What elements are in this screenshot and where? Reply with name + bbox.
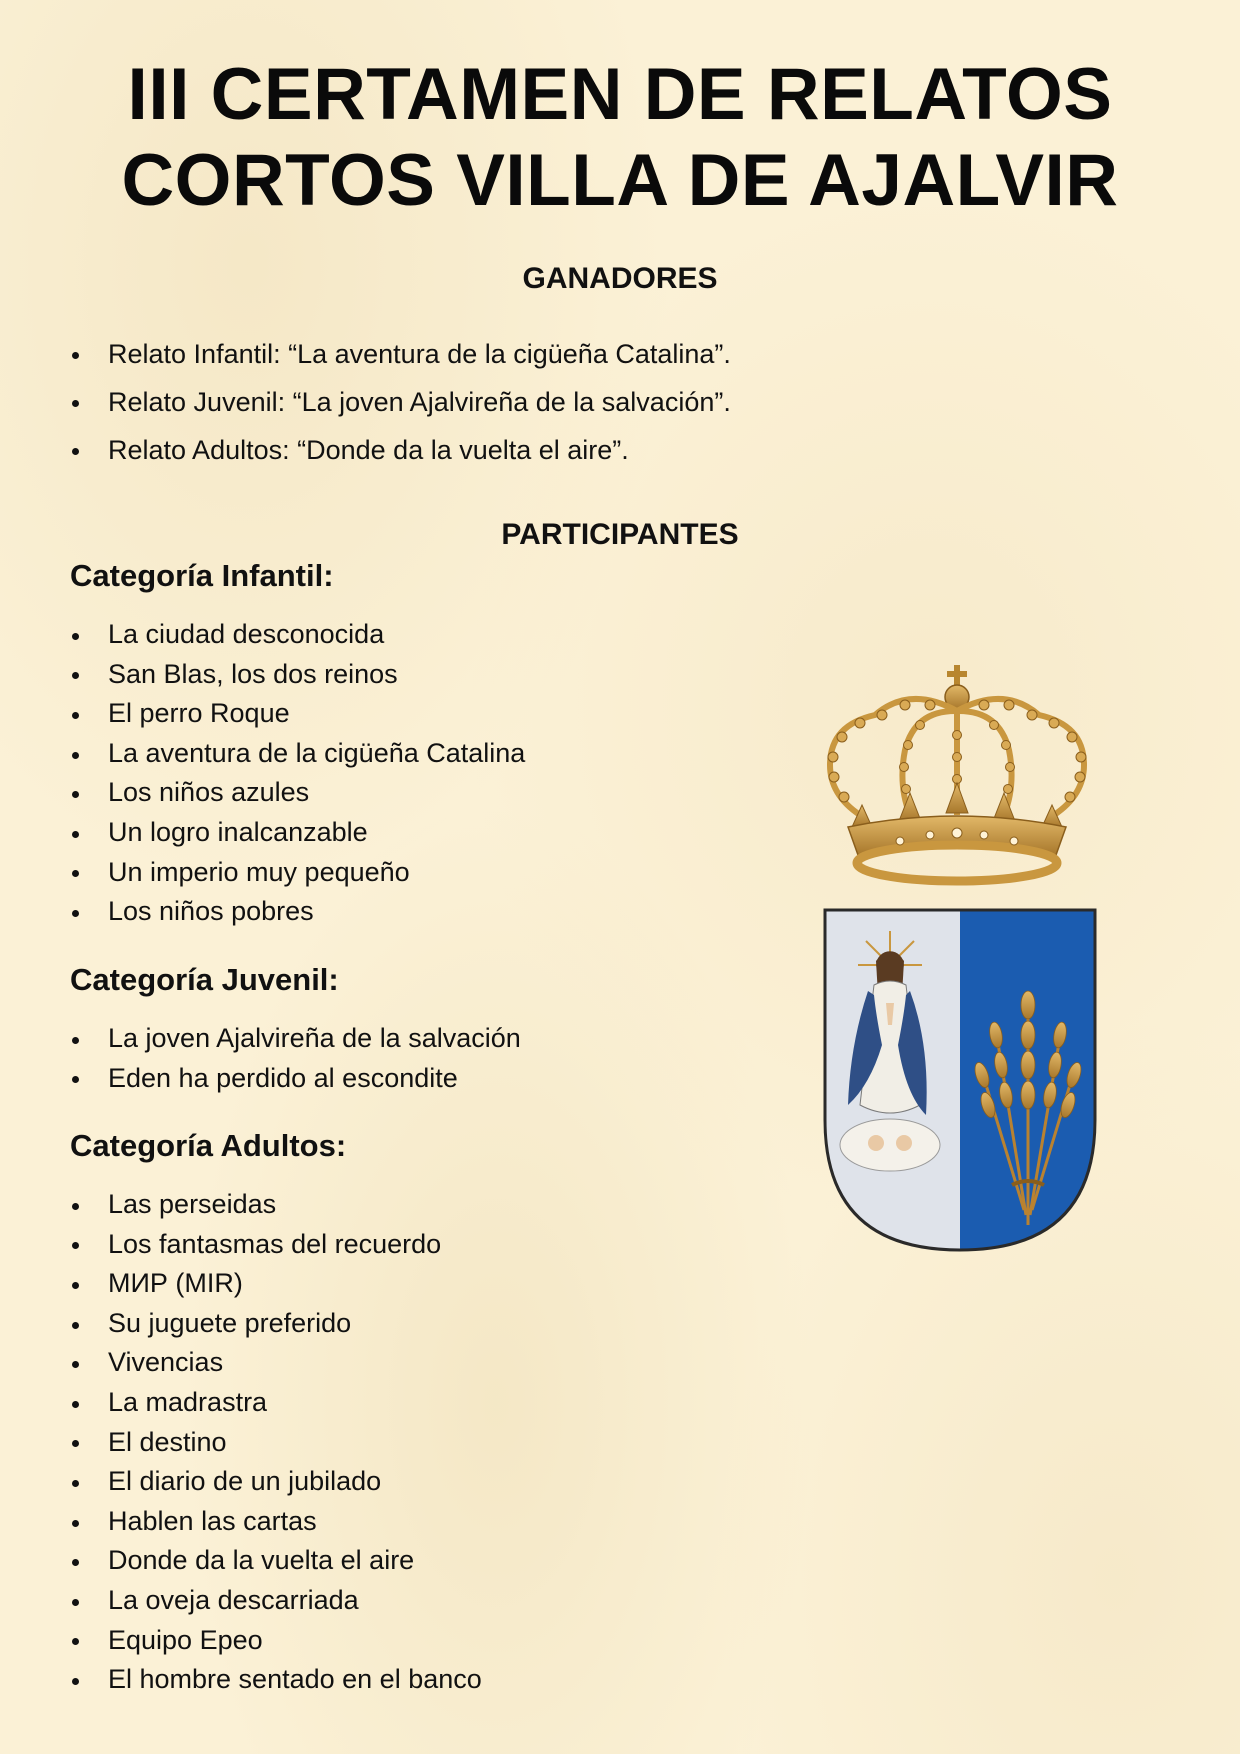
list-item: Un imperio muy pequeño bbox=[70, 853, 525, 893]
participants-heading: PARTICIPANTES bbox=[501, 518, 739, 551]
list-item: Las perseidas bbox=[70, 1185, 482, 1225]
juvenil-list bbox=[70, 1019, 521, 1098]
list-item: МИР (MIR) bbox=[70, 1264, 482, 1304]
list-item: El hombre sentado en el banco bbox=[70, 1660, 482, 1700]
list-item: Relato Infantil: “La aventura de la cigüeña Catalina”. bbox=[70, 330, 731, 378]
title-line-1: III CERTAMEN DE RELATOS bbox=[127, 54, 1113, 135]
list-item: La joven Ajalvireña de la salvación bbox=[70, 1019, 521, 1059]
list-item: El perro Roque bbox=[70, 694, 525, 734]
list-item: La ciudad desconocida bbox=[70, 615, 525, 655]
list-item: El diario de un jubilado bbox=[70, 1462, 482, 1502]
list-item: San Blas, los dos reinos bbox=[70, 655, 525, 695]
list-item: La aventura de la cigüeña Catalina bbox=[70, 734, 525, 774]
shield-icon bbox=[825, 910, 1100, 1255]
list-item: Vivencias bbox=[70, 1343, 482, 1383]
category-adultos-heading: Categoría Adultos: bbox=[70, 1128, 347, 1163]
crown-icon bbox=[828, 665, 1086, 881]
list-item: Relato Juvenil: “La joven Ajalvireña de la salvación”. bbox=[70, 378, 731, 426]
list-item: Los niños azules bbox=[70, 773, 525, 813]
list-item: Eden ha perdido al escondite bbox=[70, 1059, 521, 1099]
list-item: Los niños pobres bbox=[70, 892, 525, 932]
page-title bbox=[0, 52, 1240, 224]
adultos-list bbox=[70, 1185, 482, 1700]
list-item: Un logro inalcanzable bbox=[70, 813, 525, 853]
title-line-2: CORTOS VILLA DE AJALVIR bbox=[121, 140, 1119, 221]
winners-heading: GANADORES bbox=[522, 262, 718, 295]
list-item: Relato Adultos: “Donde da la vuelta el aire”. bbox=[70, 426, 731, 474]
list-item: Equipo Epeo bbox=[70, 1621, 482, 1661]
infantil-list bbox=[70, 615, 525, 932]
list-item: Los fantasmas del recuerdo bbox=[70, 1225, 482, 1265]
list-item: Su juguete preferido bbox=[70, 1304, 482, 1344]
list-item: La madrastra bbox=[70, 1383, 482, 1423]
category-infantil-heading: Categoría Infantil: bbox=[70, 558, 334, 593]
list-item: El destino bbox=[70, 1423, 482, 1463]
winners-list bbox=[70, 330, 731, 474]
list-item: La oveja descarriada bbox=[70, 1581, 482, 1621]
list-item: Hablen las cartas bbox=[70, 1502, 482, 1542]
coat-of-arms-icon bbox=[790, 665, 1120, 1255]
list-item: Donde da la vuelta el aire bbox=[70, 1541, 482, 1581]
category-juvenil-heading: Categoría Juvenil: bbox=[70, 962, 339, 997]
